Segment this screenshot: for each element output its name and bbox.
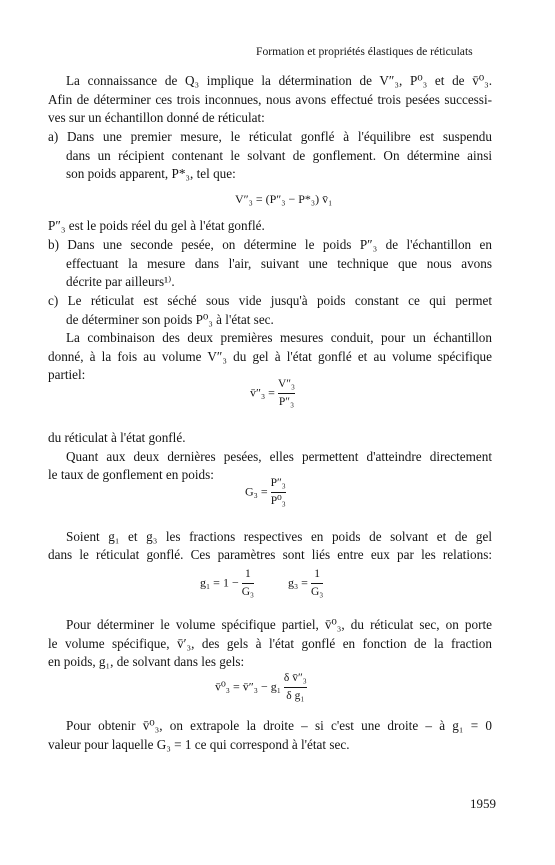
page-number: 1959 — [470, 796, 496, 811]
fraction — [278, 377, 295, 410]
equation-lhs: g₁ = 1 − — [200, 575, 239, 590]
equation-lhs: v̄″₃ = — [250, 385, 275, 400]
denominator: G₃ — [241, 586, 255, 598]
text-line: La connaissance de Q₃ implique la détermination de V″₃, P⁰₃ et de v̄⁰₃. — [66, 73, 492, 88]
text-line: en poids, g₁, de solvant dans les gels: — [48, 654, 245, 669]
text-line: Afin de déterminer ces trois inconnues, nous avons effectué trois pesées successi- — [48, 92, 492, 107]
equation: V″₃ = (P″₃ − P*₃) v̄₁ — [235, 192, 333, 206]
equation-lhs: v̄⁰₃ = v̄″₃ − g₁ — [215, 679, 281, 694]
list-item: a) Dans une premier mesure, le réticulat gonflé à l'équilibre est suspendu — [48, 129, 492, 144]
text-line: valeur pour laquelle G₃ = 1 ce qui correspond à l'état sec. — [48, 737, 350, 752]
text-line: Pour déterminer le volume spécifique partiel, v̄⁰₃, du réticulat sec, on porte — [66, 617, 492, 632]
numerator: V″₃ — [277, 378, 296, 390]
numerator: 1 — [314, 568, 320, 580]
equation — [200, 567, 254, 600]
text-line: dans un récipient contenant le solvant de gonflement. On détermine ainsi — [66, 148, 492, 163]
running-header: Formation et propriétés élastiques de réticulats — [256, 45, 473, 58]
text-line: ves sur un échantillon donné de réticulat: — [48, 110, 265, 125]
denominator: P⁰₃ — [270, 495, 286, 507]
text-line: le volume spécifique, v̄′₃, des gels à l'état gonflé en fonction de la fraction — [48, 636, 492, 651]
text-line: du réticulat à l'état gonflé. — [48, 430, 186, 445]
text-line: La combinaison des deux premières mesures conduit, pour un échantillon — [66, 330, 492, 345]
fraction — [242, 567, 254, 600]
text-line: son poids apparent, P*₃, tel que: — [66, 166, 236, 181]
denominator: δ g₁ — [286, 690, 305, 702]
text-line: Pour obtenir v̄⁰₃, on extrapole la droite – si c'est une droite – à g₁ = 0 — [66, 718, 492, 733]
equation — [288, 567, 323, 600]
fraction-bar — [278, 393, 295, 394]
text-line: donné, à la fois au volume V″₃ du gel à l'état gonflé et au volume spécifique — [48, 349, 492, 364]
text-line: effectuant la mesure dans l'air, suivant une technique que nous avons — [66, 256, 492, 271]
equation — [250, 377, 295, 410]
text-line: le taux de gonflement en poids: — [48, 467, 214, 482]
numerator: 1 — [245, 568, 251, 580]
text-line: dans le réticulat gonflé. Ces paramètres sont liés entre eux par les relations: — [48, 547, 492, 562]
fraction — [271, 476, 286, 509]
text-line: Quant aux deux dernières pesées, elles permettent d'atteindre directement — [66, 449, 492, 464]
equation-lhs: g₃ = — [288, 575, 308, 590]
numerator: δ v̄″₃ — [283, 672, 307, 684]
numerator: P″₃ — [270, 477, 286, 489]
list-item: b) Dans une seconde pesée, on détermine le poids P″₃ de l'échantillon en — [48, 237, 492, 252]
text-line: partiel: — [48, 367, 86, 382]
text-line: de déterminer son poids P⁰₃ à l'état sec. — [66, 312, 274, 327]
text-line: Soient g₁ et g₃ les fractions respectives en poids de solvant et de gel — [66, 529, 492, 544]
fraction — [311, 567, 323, 600]
equation — [215, 671, 307, 704]
fraction — [284, 671, 307, 704]
text-line: P″₃ est le poids réel du gel à l'état gonflé. — [48, 218, 265, 233]
fraction-bar — [242, 583, 254, 584]
fraction-bar — [271, 492, 286, 493]
equation-lhs: G₃ = — [245, 484, 268, 499]
fraction-bar — [284, 687, 307, 688]
fraction-bar — [311, 583, 323, 584]
text-line: décrite par ailleurs¹⁾. — [66, 274, 175, 289]
denominator: G₃ — [310, 586, 324, 598]
list-item: c) Le réticulat est séché sous vide jusqu'à poids constant ce qui permet — [48, 293, 492, 308]
equation — [245, 476, 286, 509]
denominator: P″₃ — [278, 396, 295, 408]
